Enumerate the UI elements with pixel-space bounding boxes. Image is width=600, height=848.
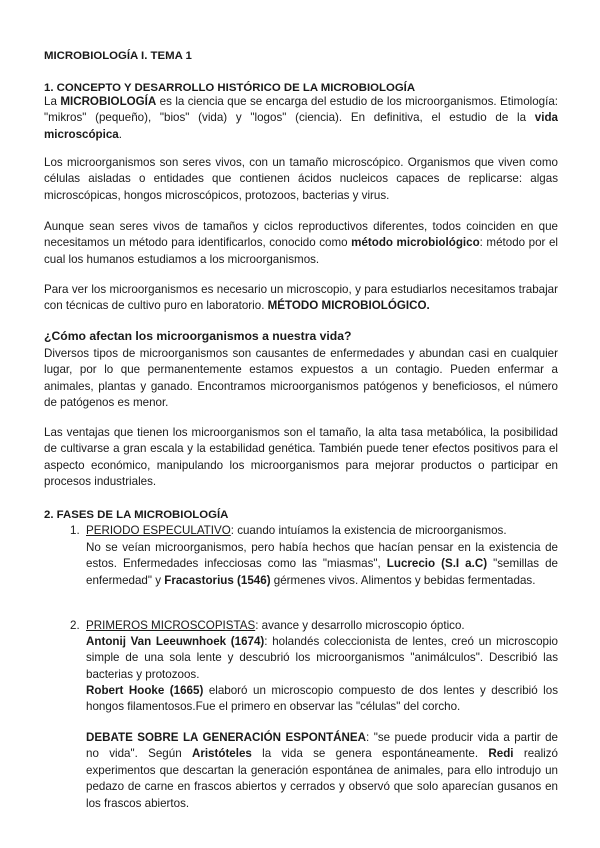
question-heading: ¿Cómo afectan los microorganismos a nuestra vida? (44, 329, 352, 343)
list-item-speculative: PERIODO ESPECULATIVO: cuando intuíamos la existencia de microorganismos. (86, 524, 507, 537)
list-number-1: 1. (70, 524, 80, 537)
paragraph-microscope: Para ver los microorganismos es necesario un microscopio, y para estudiarlos necesitamos trabajar con técnicas de cultivo puro en laboratorio. MÉTODO MICROBIOLÓGICO. (44, 283, 558, 313)
paragraph-diseases: Diversos tipos de microorganismos son causantes de enfermedades y abundan casi en cualquier lugar, por lo que permanentemente estamos expuestos a un contagio. Pueden enfermar a animales, plantas y ganado. Encontramos microorganismos patógenos y beneficiosos, el número de patógenos es menor. (44, 347, 558, 410)
list-item-microscopists: PRIMEROS MICROSCOPISTAS: avance y desarrollo microscopio óptico. (86, 619, 465, 632)
spontaneous-generation-paragraph: DEBATE SOBRE LA GENERACIÓN ESPONTÁNEA: "se puede producir vida a partir de no vida". Según Aristóteles la vida se genera espontáneamente. Redi realizó experimentos que descartan la generación espontánea de animales, para ello introdujo un pedazo de carne en frascos abiertos y cerrados y observó que solo aparecían gusanos en los frascos abiertos. (86, 731, 559, 810)
paragraph-definition: La MICROBIOLOGÍA es la ciencia que se encarga del estudio de los microorganismos. Etimología: "mikros" (pequeño), "bios" (vida) y "logos" (ciencia). En definitiva, el estudio de la vida microscópica. (44, 95, 558, 141)
document-title: MICROBIOLOGÍA I. TEMA 1 (44, 50, 192, 62)
section-2-heading: 2. FASES DE LA MICROBIOLOGÍA (44, 509, 229, 521)
paragraph-microorganisms: Los microorganismos son seres vivos, con un tamaño microscópico. Organismos que viven como células aisladas o entidades que contienen ácidos nucleicos capaces de replicarse: algas microscópicas, hongos microscópicos, protozoos, bacterias y virus. (44, 156, 558, 202)
paragraph-advantages: Las ventajas que tienen los microorganismos son el tamaño, la alta tasa metabólica, la posibilidad de cultivarse a gran escala y la estabilidad genética. También puede tener efectos positivos para el aspecto económico, manipulando los microorganismos para mejorar productos o participar en procesos industriales. (44, 426, 558, 489)
leeuwenhoek-paragraph: Antonij Van Leeuwnhoek (1674): holandés coleccionista de lentes, creó un microscopio simple de una sola lente y descubrió los microorganismos "animálculos". Describió las bacterias y protozoos. (86, 635, 558, 681)
paragraph-method: Aunque sean seres vivos de tamaños y ciclos reproductivos diferentes, todos coinciden en que necesitamos un método para identificarlos, conocido como método microbiológico: método por el cual los humanos estudiamos a los microorganismos. (44, 220, 558, 266)
hooke-paragraph: Robert Hooke (1665) elaboró un microscopio compuesto de dos lentes y describió los hongos filamentosos.Fue el primero en observar las "células" del corcho. (86, 684, 559, 714)
section-1-heading: 1. CONCEPTO Y DESARROLLO HISTÓRICO DE LA MICROBIOLOGÍA (44, 82, 416, 94)
list-number-2: 2. (70, 619, 80, 632)
speculative-body: No se veían microorganismos, pero había hechos que hacían pensar en la existencia de estos. Enfermedades infecciosas como las "miasmas", Lucrecio (S.I a.C) "semillas de enfermedad" y Fracastorius (1546) gérmenes vivos. Alimentos y bebidas fermentadas. (86, 541, 558, 587)
